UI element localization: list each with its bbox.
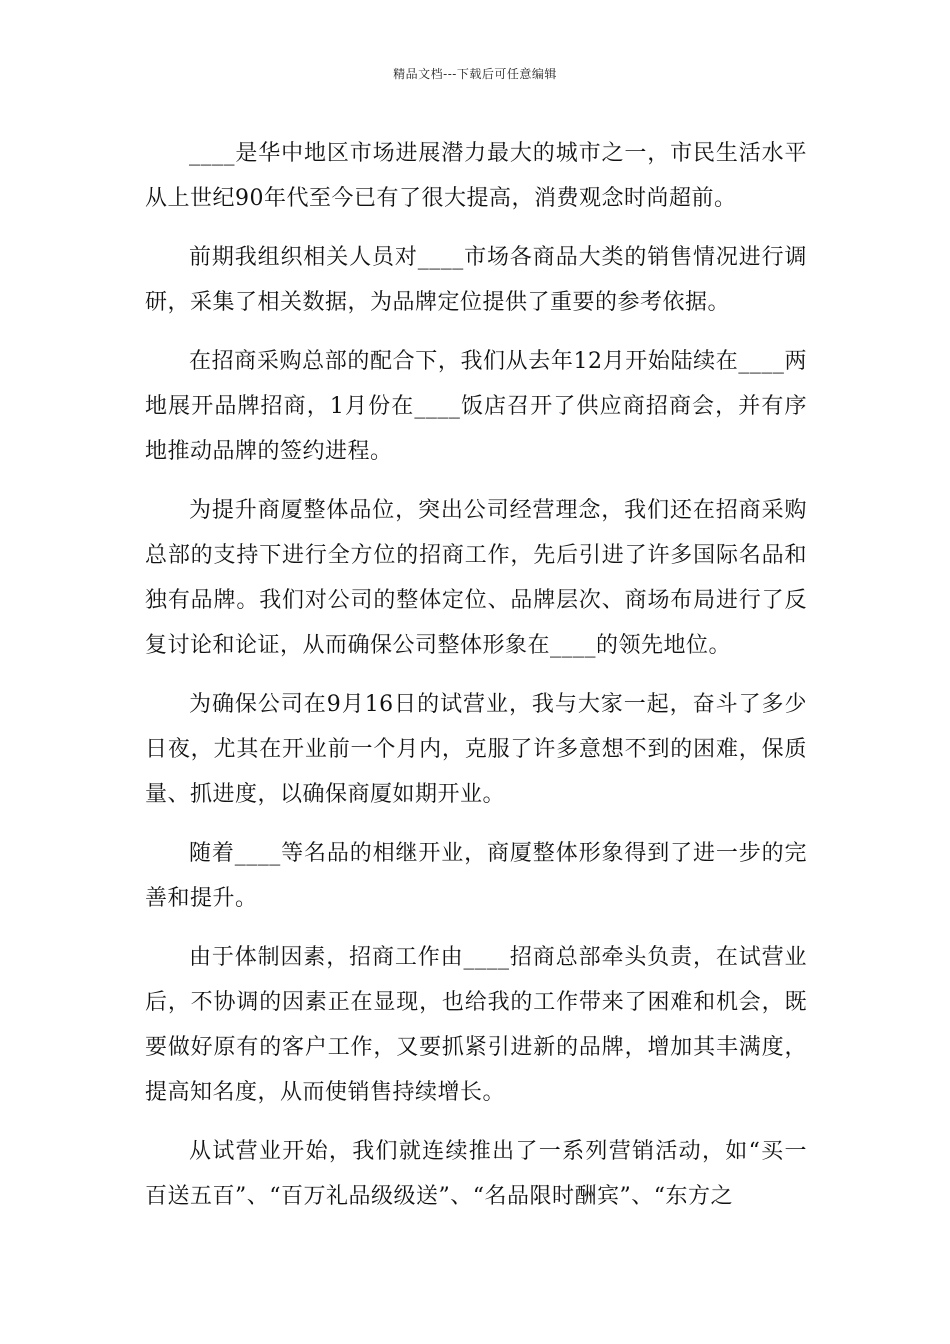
paragraph-5: 为确保公司在9月16日的试营业，我与大家一起，奋斗了多少日夜，尤其在开业前一个月内，克服了许多意想不到的困难，保质量、抓进度，以确保商厦如期开业。 [145,692,807,807]
paragraph-3: 在招商采购总部的配合下，我们从去年12月开始陆续在____两地展开品牌招商，1月份在____饭店召开了供应商招商会，并有序地推动品牌的签约进程。 [145,349,807,464]
paragraph-8: 从试营业开始，我们就连续推出了一系列营销活动，如“买一百送五百”、“百万礼品级级送”、“名品限时酬宾”、“东方之 [145,1139,807,1209]
page-header: 精品文档---下载后可任意编辑 [393,67,557,81]
paragraph-2: 前期我组织相关人员对____市场各商品大类的销售情况进行调研，采集了相关数据，为品牌定位提供了重要的参考依据。 [145,245,807,315]
paragraph-7: 由于体制因素，招商工作由____招商总部牵头负责，在试营业后，不协调的因素正在显现，也给我的工作带来了困难和机会，既要做好原有的客户工作，又要抓紧引进新的品牌，增加其丰满度，提高知名度，从而使销售持续增长。 [145,945,807,1105]
paragraph-1: ____是华中地区市场进展潜力最大的城市之一，市民生活水平从上世纪90年代至今已有了很大提高，消费观念时尚超前。 [145,141,807,211]
paragraph-6: 随着____等名品的相继开业，商厦整体形象得到了进一步的完善和提升。 [145,841,807,911]
document-body [145,131,807,1233]
paragraph-4: 为提升商厦整体品位，突出公司经营理念，我们还在招商采购总部的支持下进行全方位的招商工作，先后引进了许多国际名品和独有品牌。我们对公司的整体定位、品牌层次、商场布局进行了反复讨论和论证，从而确保公司整体形象在____的领先地位。 [145,498,807,658]
